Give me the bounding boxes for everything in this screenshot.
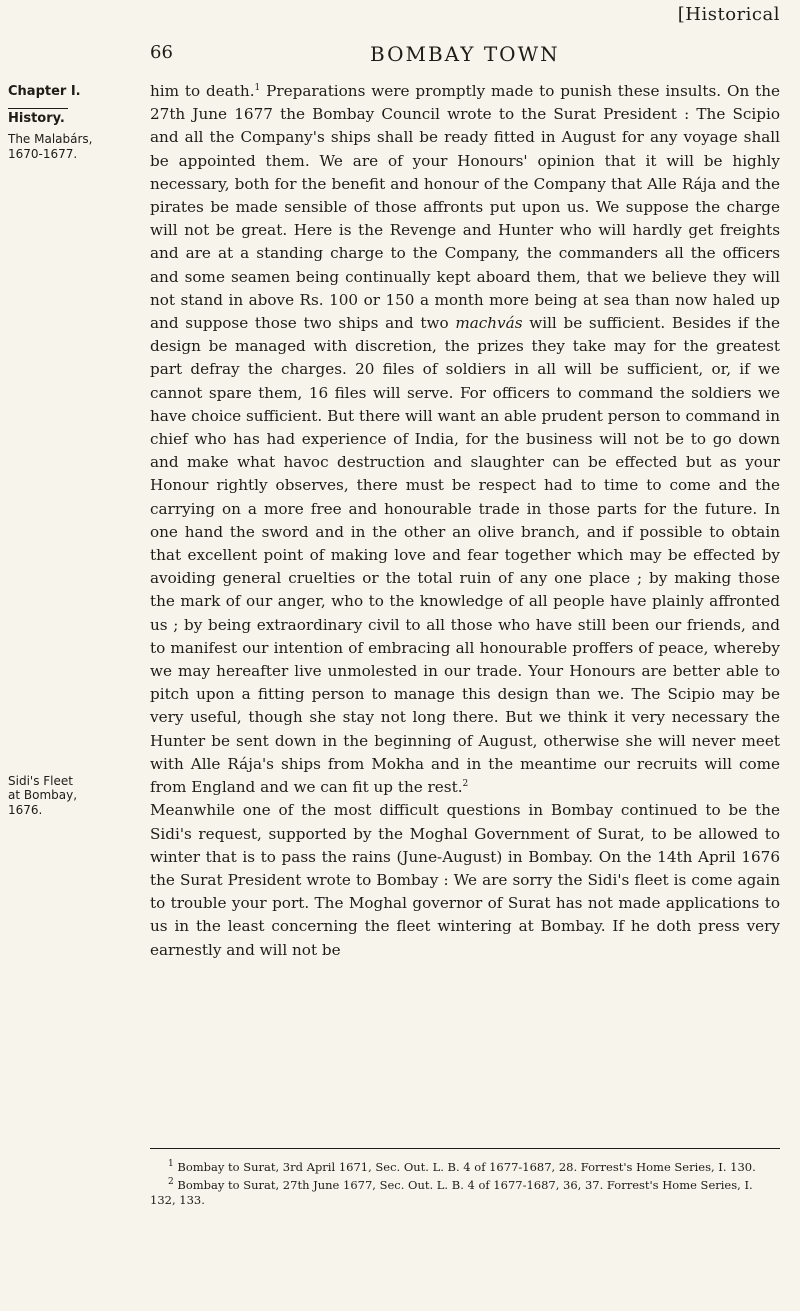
footnote-text: Bombay to Surat, 3rd April 1671, Sec. Out. L. B. 4 of 1677-1687, 28. Forrest's Home Series, I. 130. [173, 1160, 756, 1174]
paragraph: Meanwhile one of the most difficult questions in Bombay continued to be the Sidi's request, supported by the Moghal Government of Surat, to be allowed to winter that is to pass the rains (June-August) in Bombay. On the 14th April 1676 the Surat President wrote to Bombay : We are sorry the Sidi's fleet is come again to trouble your port. The Moghal governor of Surat has not made applications to us in the least concerning the fleet wintering at Bombay. If he doth press very earnestly and will not be [150, 801, 780, 959]
margin-chapter: Chapter I. [8, 84, 81, 99]
section-label: [Historical [677, 4, 780, 25]
footnote-mark: 2 [168, 1176, 174, 1187]
margin-note-title: The Malabárs, [8, 132, 93, 147]
text-run: will be sufficient. Besides if the design be managed with discretion, the prizes they take may for the greatest part defray the charges. 20 files of soldiers in all will be sufficient, or, if we cannot spare them, 16 files will serve. For officers to command the soldiers we have choice sufficient. But there will want an able prudent person to command in chief who has had experience of India, for the business will not be to go down and make what havoc destruction and slaughter can be effected but as your Honour rightly observes, there must be respect had to time to come and the carrying on a more free and honourable trade in those parts for the future. In one hand the sword and in the other an olive branch, and if possible to obtain that excellent point of making love and fear together which may be effected by avoiding general cruelties or the total ruin of any one place ; by making those the mark of our anger, who to the knowledge of all people have plainly affronted us ; by being extraordinary civil to all those who have still been our friends, and to manifest our intention of embracing all honourable proffers of peace, whereby we may hereafter live unmolested in our trade. Your Honours are better able to pitch upon a fitting person to manage this design than we. The Scipio may be very useful, though she stay not long there. But we think it very necessary the Hunter be sent down in the beginning of August, otherwise she will never meet with Alle Rája's ships from Mokha and in the meantime our recruits will come from England and we can fit up the rest. [150, 314, 780, 797]
italic-term: machvás [455, 314, 523, 333]
text-run: Preparations were promptly made to punish these insults. On the 27th June 1677 the Bombay Council wrote to the Surat President : The Scipio and all the Company's ships shall be ready fitted in August for any voyage shall be appointed them. We are of your Honours' opinion that it will be highly necessary, both for the benefit and honour of the Company that Alle Rája and the pirates be made sensible of those affronts put upon us. We suppose the charge will not be great. Here is the Revenge and Hunter who will hardly get freights and are at a standing charge to the Company, the commanders all the officers and some seamen being continually kept aboard them, that we believe they will not stand in above Rs. 100 or 150 a month more being at sea than now haled up and suppose those two ships and two [150, 82, 780, 333]
footnote-ref[interactable]: 1 [254, 82, 261, 93]
page-number: 66 [150, 42, 173, 63]
footnote-text: Bombay to Surat, 27th June 1677, Sec. Out. L. B. 4 of 1677-1687, 36, 37. Forrest's Home Series, I. 132, 133. [150, 1177, 753, 1207]
margin-history: History. [8, 108, 68, 127]
footnotes [150, 1160, 780, 1211]
footnote-mark: 1 [168, 1159, 174, 1170]
margin-note-sidi [8, 774, 128, 817]
running-title: BOMBAY TOWN [370, 42, 560, 66]
margin-note-line: Sidi's Fleet [8, 774, 73, 788]
paragraph [150, 80, 780, 799]
footnote-ref[interactable]: 2 [462, 779, 469, 790]
margin-note-line: at Bombay, [8, 788, 78, 803]
margin-note-chapter [8, 84, 128, 161]
footnote-divider [150, 1148, 780, 1149]
margin-note-years: 1670-1677. [8, 146, 78, 161]
footnote [150, 1160, 780, 1176]
body-text [150, 80, 780, 962]
footnote [150, 1178, 780, 1209]
text-run: him to death. [150, 82, 255, 100]
margin-note-line: 1676. [8, 802, 43, 817]
